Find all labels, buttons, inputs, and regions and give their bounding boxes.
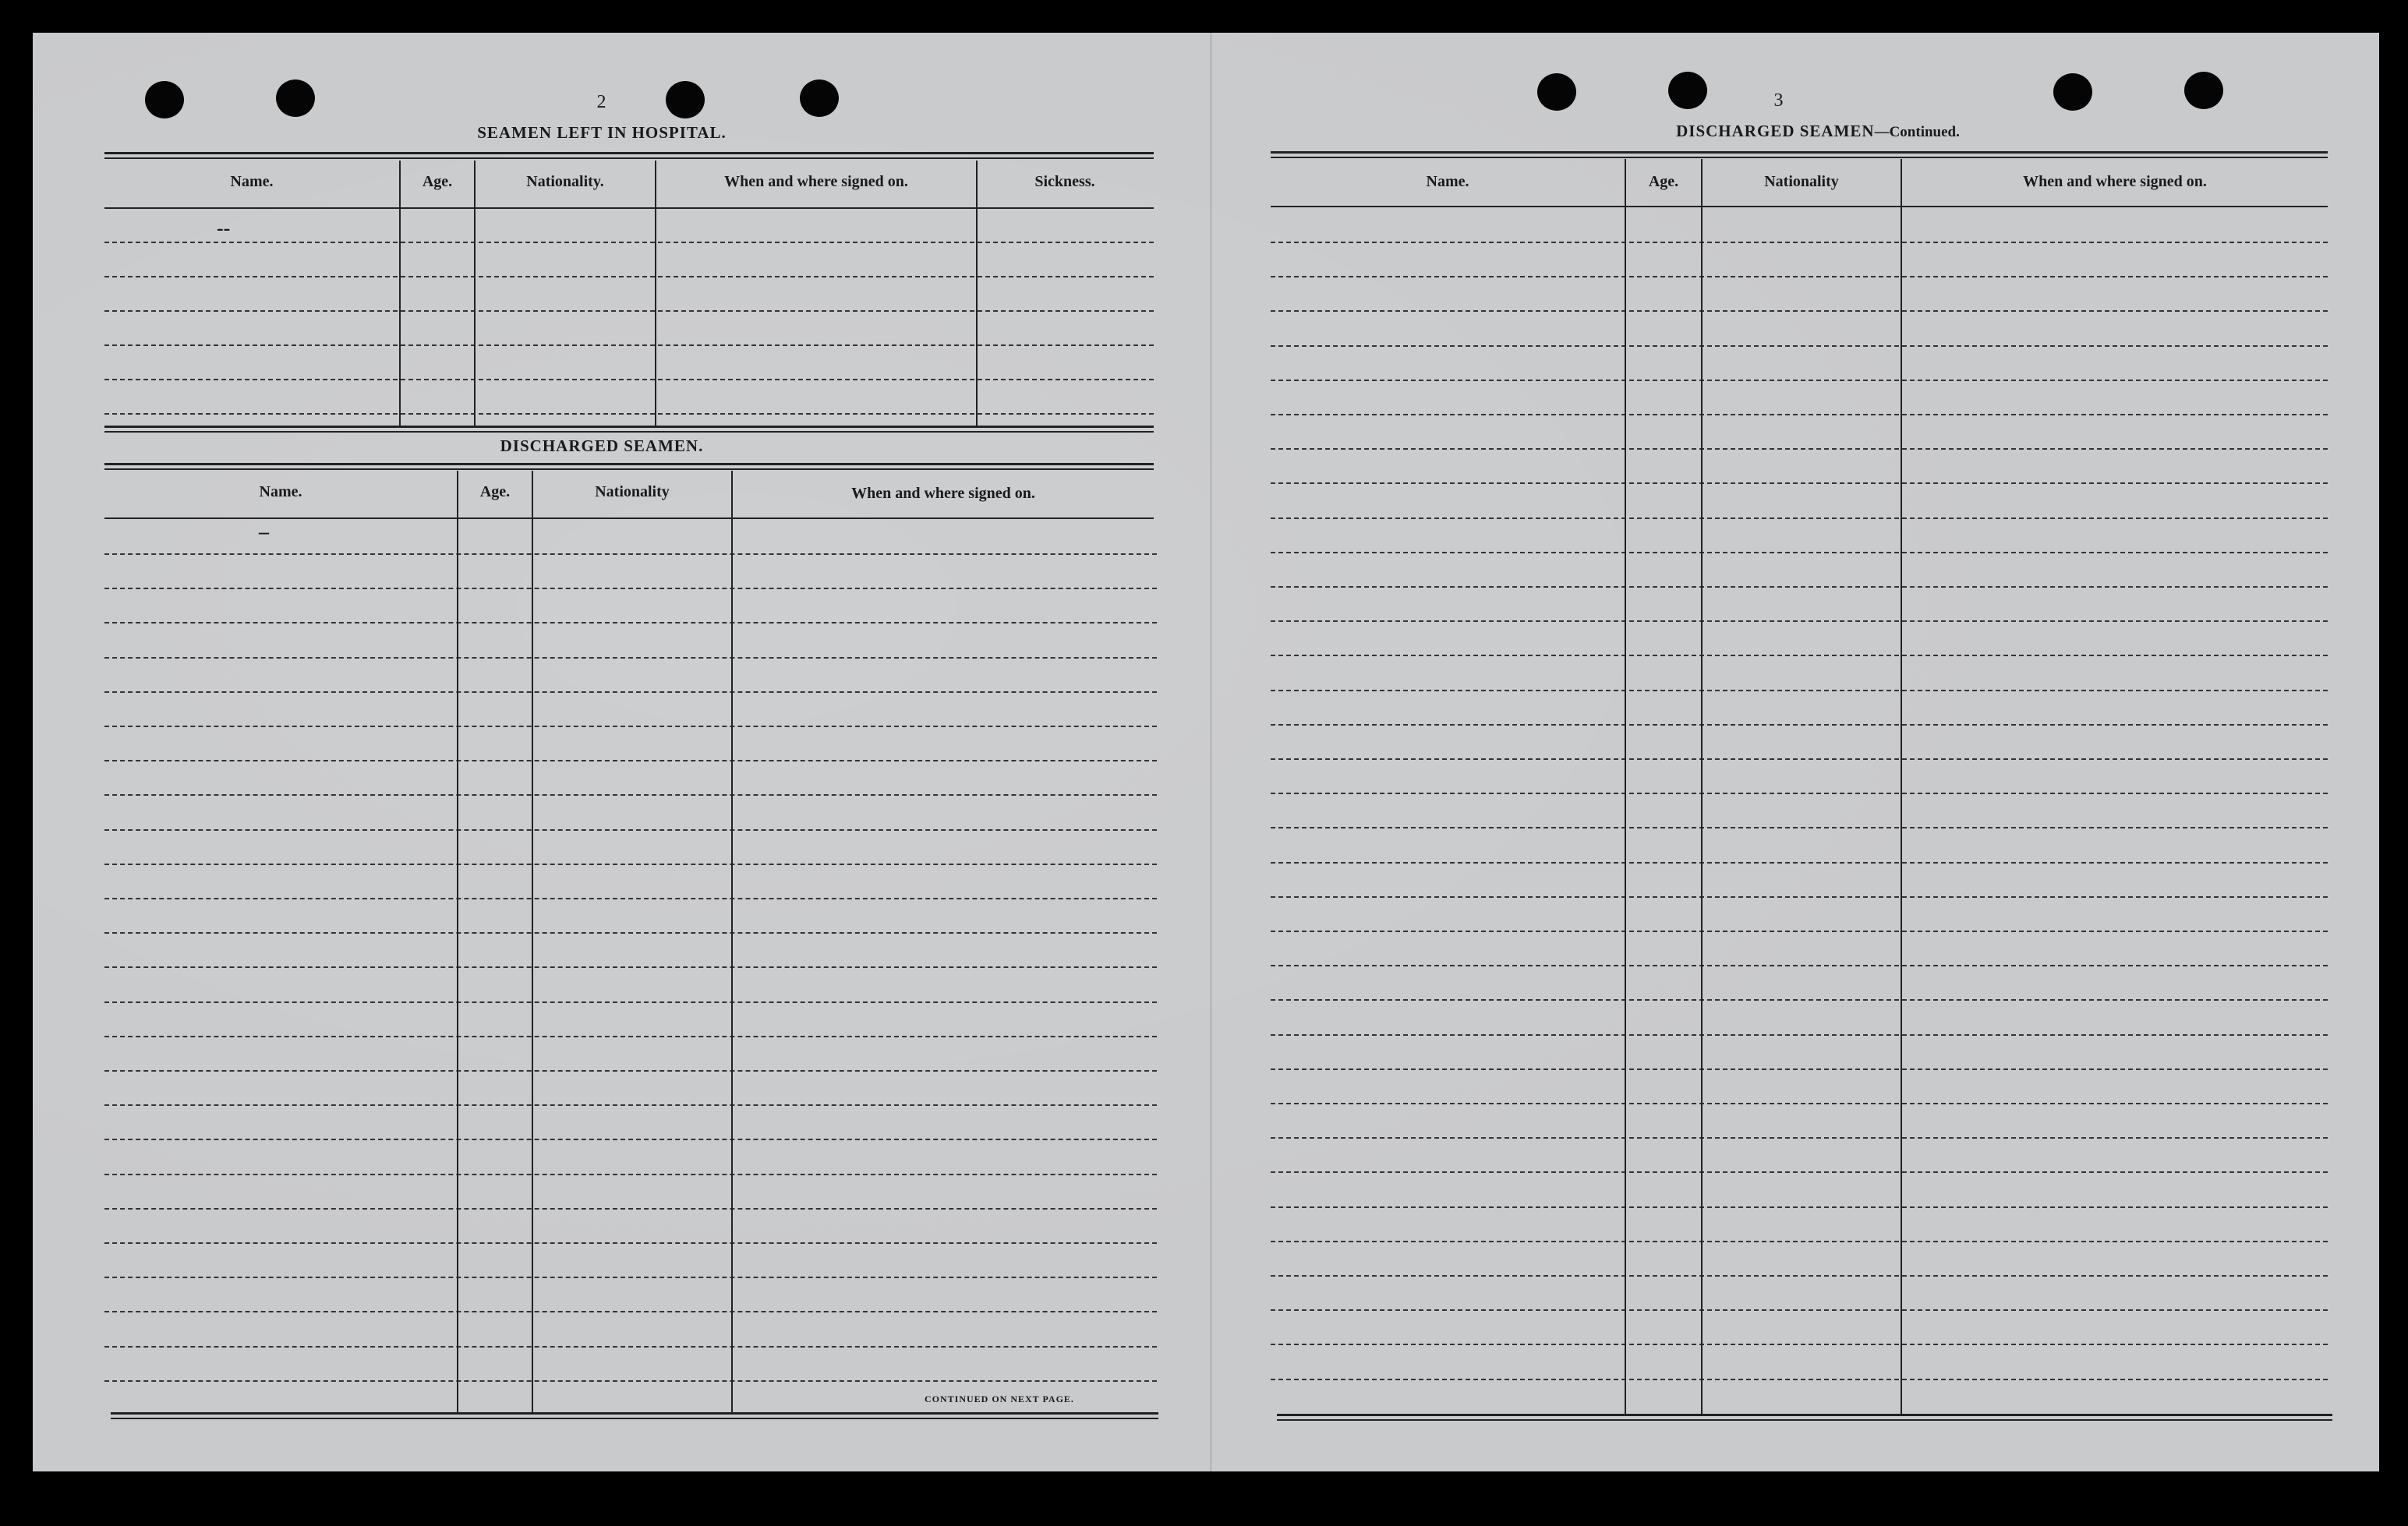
punch-hole [2053, 73, 2092, 111]
hospital-row-line [104, 276, 1154, 277]
table-row-line [1271, 620, 2328, 622]
table-row-line [104, 1001, 1157, 1003]
discharged-table-bottom-rule [111, 1412, 1158, 1415]
page-fold [1210, 33, 1212, 1471]
discharged-col-name: Name. [259, 483, 302, 500]
hospital-row-line [104, 379, 1154, 380]
discharged-table-bottom-rule [111, 1418, 1158, 1419]
table-row-line [1271, 1137, 2328, 1139]
punch-hole [1537, 73, 1576, 111]
table-row-line [1271, 862, 2328, 864]
discharged-col-divider [731, 471, 733, 1412]
right-col-age: Age. [1648, 173, 1679, 190]
discharged-table-top-rule [104, 468, 1154, 470]
discharged-col-divider [457, 471, 458, 1412]
table-row-line [1271, 690, 2328, 691]
table-row-line [104, 726, 1157, 727]
table-row-line [104, 1208, 1157, 1210]
hospital-col-divider [474, 161, 476, 426]
table-row-line [104, 760, 1157, 761]
discharged-continued-title-suffix: —Continued. [1874, 124, 1960, 140]
table-row-line [1271, 655, 2328, 656]
document-sheet [33, 33, 2379, 1471]
hospital-col-nationality: Nationality. [526, 173, 604, 190]
table-row-line [104, 691, 1157, 693]
discharged-table-top-rule [104, 463, 1154, 465]
table-row-line [104, 1277, 1157, 1278]
hospital-table-top-rule [104, 157, 1154, 159]
table-row-line [1271, 931, 2328, 932]
table-row-line [1271, 242, 2328, 243]
discharged-continued-title [1545, 122, 2091, 141]
table-row-line [1271, 896, 2328, 898]
table-row-line [1271, 1309, 2328, 1311]
table-row-line [104, 1242, 1157, 1244]
hospital-row-line [104, 310, 1154, 312]
punch-hole [1668, 72, 1707, 109]
hospital-col-divider [655, 161, 656, 426]
discharged-col-signed-on: When and where signed on. [851, 485, 1035, 502]
punch-hole [666, 81, 705, 118]
right-table-top-rule [1271, 151, 2328, 154]
hospital-col-name: Name. [230, 173, 274, 190]
continued-note: CONTINUED ON NEXT PAGE. [925, 1394, 1074, 1404]
table-row-line [104, 1070, 1157, 1072]
right-col-nationality: Nationality [1764, 173, 1839, 190]
table-row-line [104, 588, 1157, 589]
table-row-line [104, 1174, 1157, 1175]
hospital-col-signed-on: When and where signed on. [724, 173, 908, 190]
discharged-col-divider [532, 471, 533, 1412]
table-row-line [1271, 724, 2328, 726]
hospital-col-divider [976, 161, 978, 426]
hospital-row-line [104, 242, 1154, 243]
right-col-divider [1701, 159, 1703, 1414]
punch-hole [276, 79, 315, 117]
hospital-section-title: SEAMEN LEFT IN HOSPITAL. [477, 123, 727, 142]
table-row-line [104, 932, 1157, 934]
table-row-line [1271, 1206, 2328, 1208]
right-table-bottom-rule [1277, 1419, 2332, 1421]
hospital-header-rule [104, 207, 1154, 209]
table-row-line [1271, 1379, 2328, 1380]
hospital-col-age: Age. [422, 173, 453, 190]
table-row-line [1271, 1103, 2328, 1104]
table-row-line [1271, 552, 2328, 553]
table-row-line [1271, 276, 2328, 277]
table-row-line [1271, 1344, 2328, 1345]
hospital-entry-name: -- [217, 217, 231, 239]
table-row-line [104, 1380, 1157, 1382]
table-row-line [104, 1104, 1157, 1106]
table-row-line [1271, 827, 2328, 828]
table-row-line [1271, 380, 2328, 381]
discharged-col-nationality: Nationality [595, 483, 670, 500]
table-row-line [1271, 517, 2328, 519]
hospital-row-line [104, 344, 1154, 346]
hospital-table-bottom-rule [104, 426, 1154, 428]
right-header-rule [1271, 206, 2328, 207]
hospital-table-bottom-rule [104, 431, 1154, 433]
table-row-line [104, 622, 1157, 623]
right-col-divider [1625, 159, 1626, 1414]
table-row-line [104, 966, 1157, 968]
table-row-line [1271, 586, 2328, 588]
table-row-line [104, 657, 1157, 659]
punch-hole [800, 79, 839, 117]
table-row-line [1271, 310, 2328, 312]
hospital-table-top-rule [104, 152, 1154, 154]
table-row-line [1271, 999, 2328, 1001]
table-row-line [1271, 1034, 2328, 1036]
table-row-line [104, 553, 1157, 555]
discharged-entry-name: – [259, 521, 269, 543]
table-row-line [1271, 482, 2328, 484]
hospital-col-sickness: Sickness. [1034, 173, 1095, 190]
discharged-continued-title-main: DISCHARGED SEAMEN [1676, 122, 1875, 140]
right-col-signed-on: When and where signed on. [2023, 173, 2207, 190]
right-table-top-rule [1271, 157, 2328, 158]
table-row-line [1271, 965, 2328, 966]
right-col-name: Name. [1426, 173, 1469, 190]
table-row-line [104, 1036, 1157, 1037]
table-row-line [1271, 414, 2328, 415]
discharged-col-age: Age. [479, 483, 511, 500]
table-row-line [104, 794, 1157, 796]
table-row-line [1271, 345, 2328, 347]
discharged-header-rule [104, 517, 1154, 519]
table-row-line [1271, 793, 2328, 794]
table-row-line [1271, 1171, 2328, 1173]
table-row-line [1271, 448, 2328, 450]
discharged-section-title: DISCHARGED SEAMEN. [500, 436, 704, 455]
table-row-line [1271, 758, 2328, 760]
hospital-row-line [104, 413, 1154, 415]
table-row-line [104, 1346, 1157, 1348]
table-row-line [104, 1139, 1157, 1140]
table-row-line [104, 898, 1157, 899]
punch-hole [145, 81, 184, 118]
page-number-left: 2 [596, 92, 607, 112]
hospital-col-divider [399, 161, 401, 426]
right-table-bottom-rule [1277, 1414, 2332, 1416]
table-row-line [1271, 1241, 2328, 1242]
table-row-line [104, 864, 1157, 865]
punch-hole [2184, 72, 2223, 109]
table-row-line [1271, 1069, 2328, 1070]
table-row-line [104, 1311, 1157, 1312]
table-row-line [1271, 1275, 2328, 1277]
page-number-right: 3 [1773, 90, 1784, 111]
table-row-line [104, 829, 1157, 831]
right-col-divider [1901, 159, 1902, 1414]
